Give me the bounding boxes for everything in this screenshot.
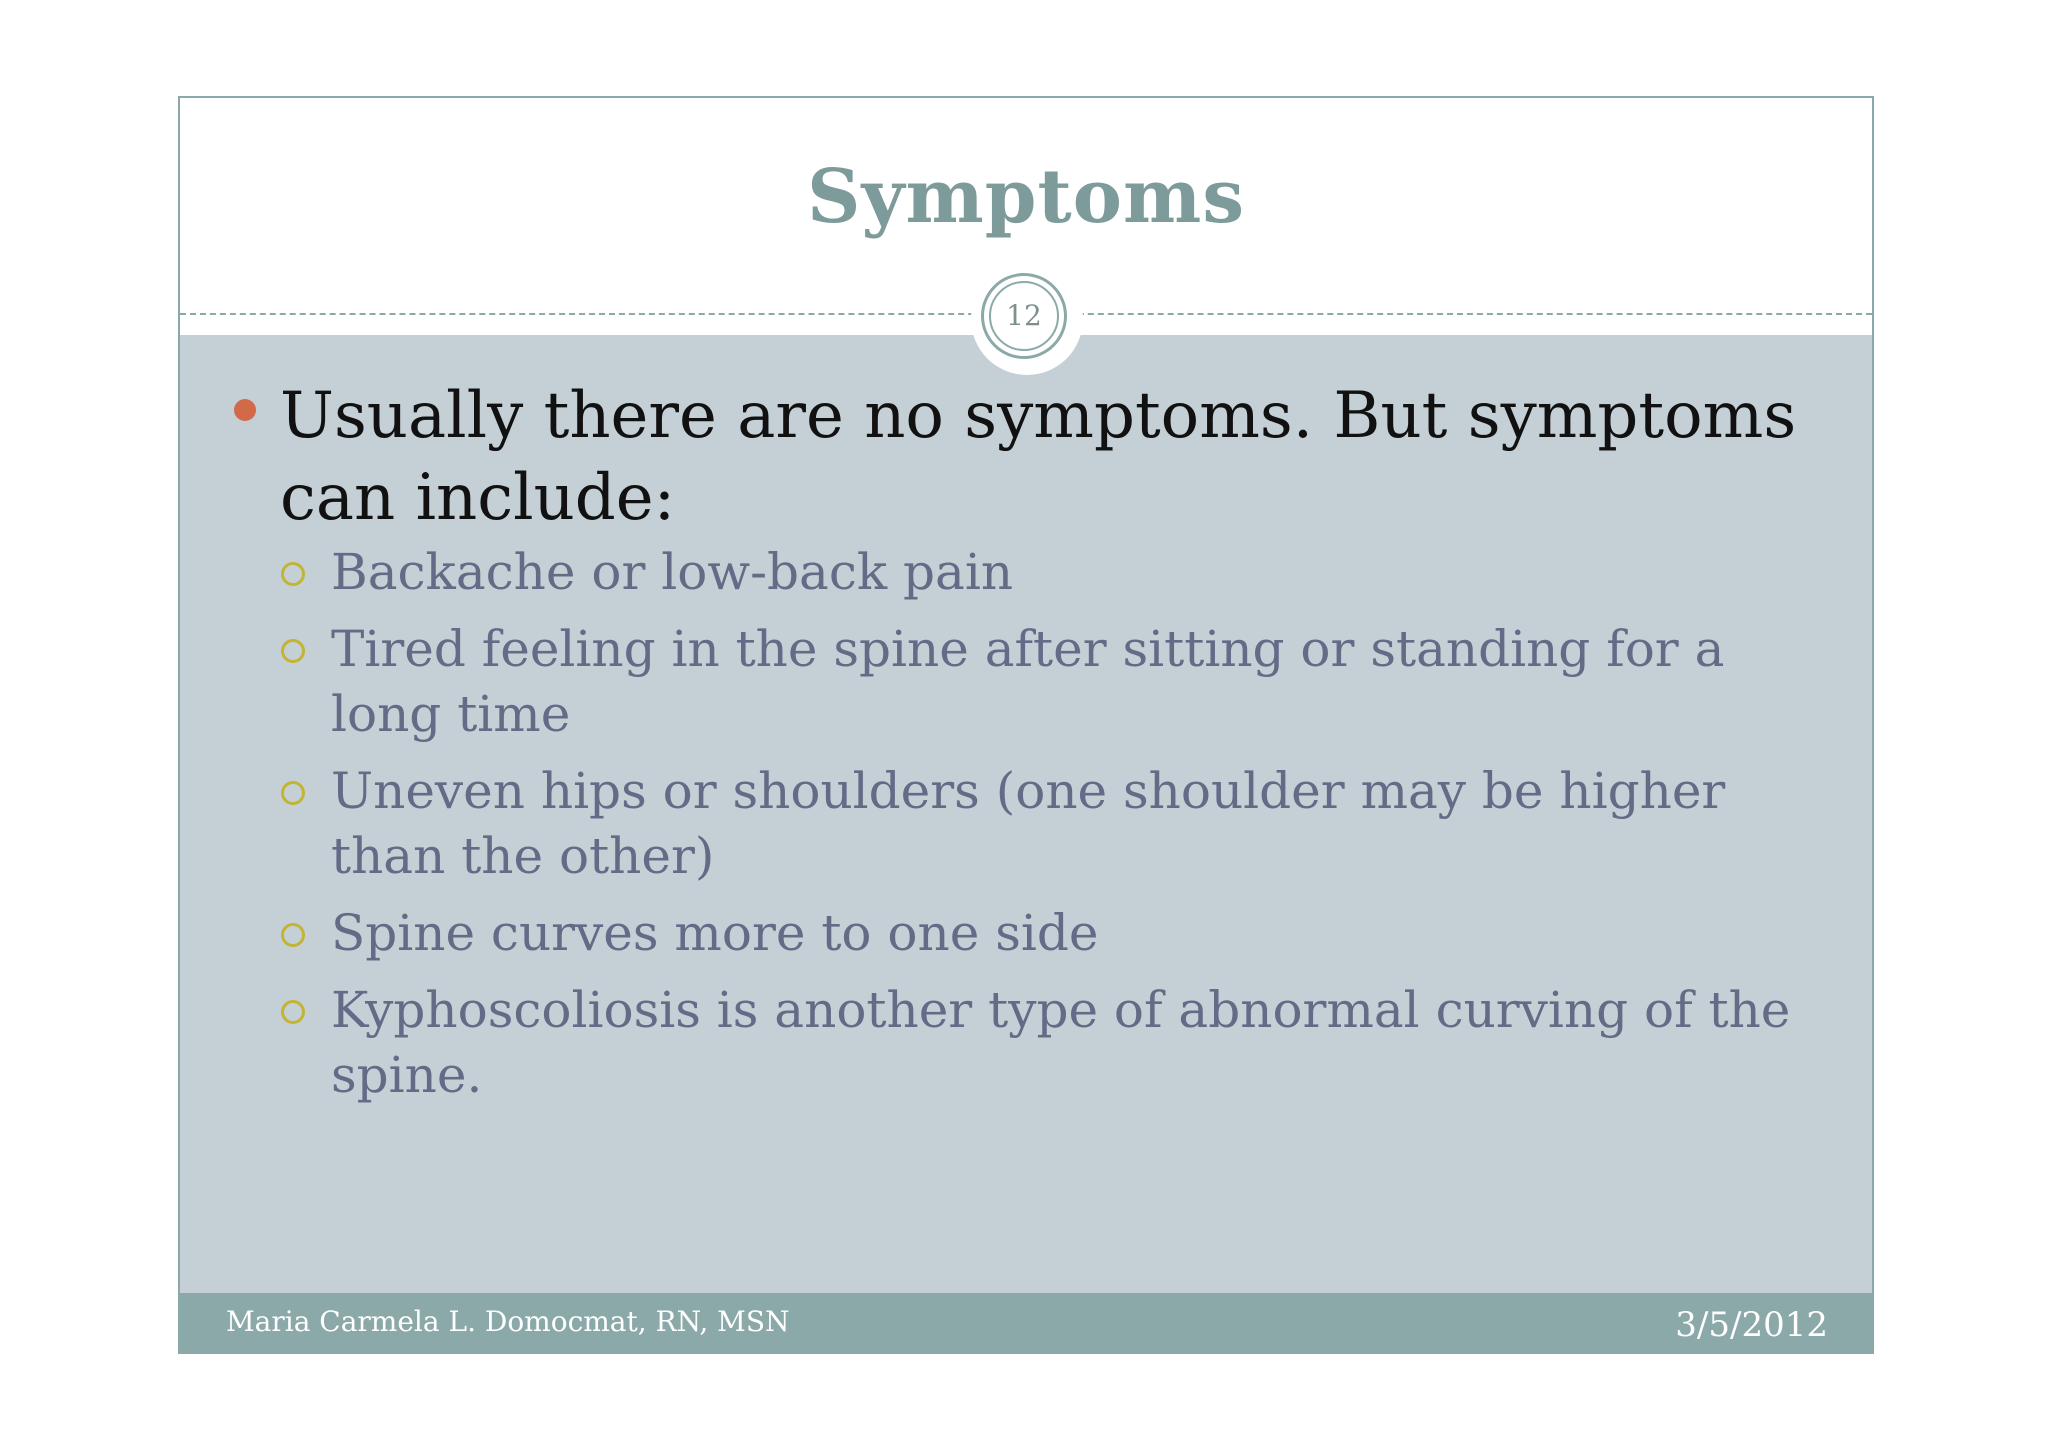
- ring-bullet-icon: [281, 923, 305, 947]
- slide-number-badge: [971, 263, 1083, 375]
- sub-bullet-list: [331, 540, 1801, 1120]
- sub-bullet-item: [331, 540, 1801, 605]
- slide-footer: [180, 1293, 1872, 1354]
- footer-author: Maria Carmela L. Domocmat, RN, MSN: [226, 1305, 790, 1338]
- sub-bullet-text: Tired feeling in the spine after sitting or standing for a long time: [331, 620, 1725, 743]
- slide: [178, 96, 1874, 1354]
- slide-title: Symptoms: [807, 154, 1245, 240]
- sub-bullet-item: [331, 617, 1801, 747]
- sub-bullet-text: Kyphoscoliosis is another type of abnormal curving of the spine.: [331, 981, 1791, 1104]
- slide-number-ring: [981, 273, 1067, 359]
- sub-bullet-item: [331, 901, 1801, 966]
- sub-bullet-item: [331, 978, 1801, 1108]
- ring-bullet-icon: [281, 639, 305, 663]
- slide-number: 12: [989, 281, 1059, 351]
- main-bullet: [280, 375, 1800, 539]
- ring-bullet-icon: [281, 1000, 305, 1024]
- ring-bullet-icon: [281, 781, 305, 805]
- sub-bullet-item: [331, 759, 1801, 889]
- sub-bullet-text: Backache or low-back pain: [331, 543, 1014, 601]
- sub-bullet-text: Uneven hips or shoulders (one shoulder may be higher than the other): [331, 762, 1726, 885]
- main-bullet-text: Usually there are no symptoms. But symptoms can include:: [280, 379, 1797, 535]
- sub-bullet-text: Spine curves more to one side: [331, 904, 1099, 962]
- footer-date: 3/5/2012: [1675, 1305, 1828, 1345]
- bullet-dot-icon: [234, 399, 256, 421]
- ring-bullet-icon: [281, 562, 305, 586]
